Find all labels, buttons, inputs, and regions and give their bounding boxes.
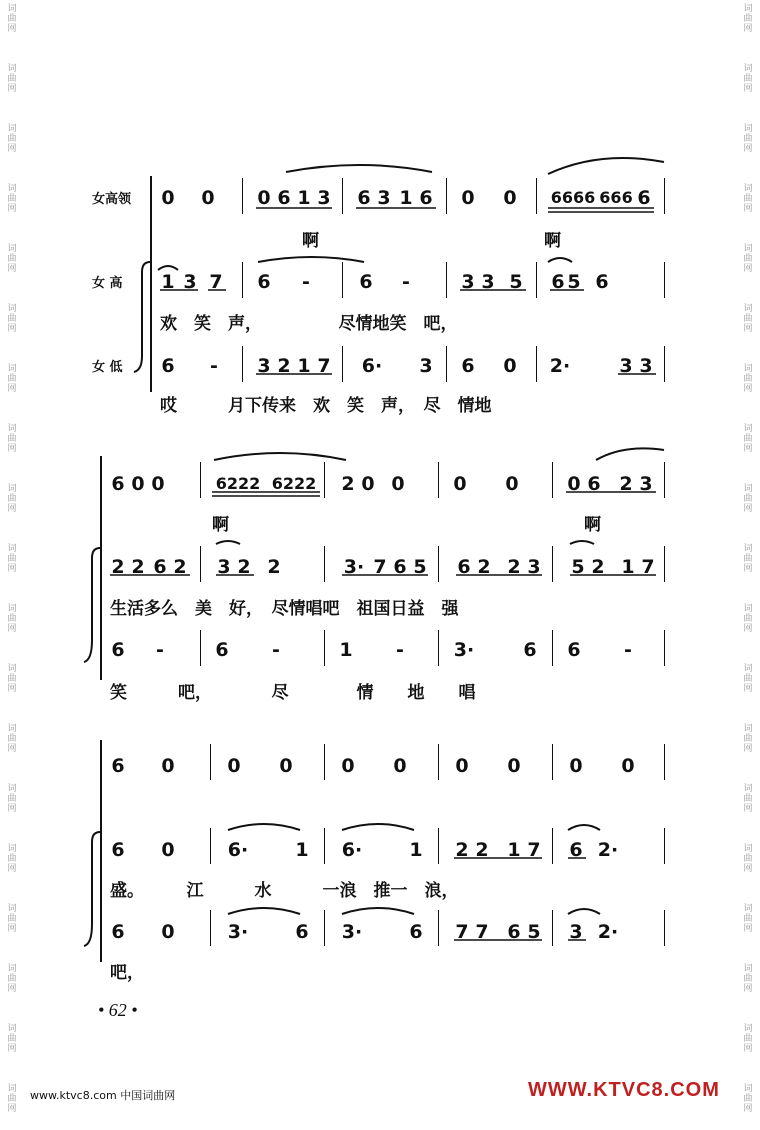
note: 2: [341, 473, 355, 495]
watermark-text: 词 曲 网: [7, 604, 17, 634]
note: 6: [277, 187, 291, 209]
note: 6: [295, 921, 309, 943]
footer-site-logo[interactable]: WWW.KTVC8.COM: [528, 1079, 720, 1101]
watermark-text: 词 曲 网: [7, 424, 17, 454]
note: 3: [569, 921, 583, 943]
note: 6: [523, 639, 537, 661]
system1-row1: [0, 180, 760, 220]
lyric-line: 生活多么 美 好， 尽情唱吧 祖国日益 强: [110, 599, 459, 619]
note: 0: [503, 355, 517, 377]
bar-line: [200, 546, 201, 582]
note: 3·: [453, 639, 475, 661]
note: 7: [475, 921, 489, 943]
note: 6: [637, 187, 651, 209]
watermark-text: 词 曲 网: [7, 304, 17, 334]
note: 5: [567, 271, 581, 293]
note: 2: [477, 556, 491, 578]
note: 3: [481, 271, 495, 293]
note: 3·: [227, 921, 249, 943]
note: 6: [551, 271, 565, 293]
bar-line: [324, 828, 325, 864]
watermark-text: 词 曲 网: [743, 544, 753, 574]
bar-line: [552, 462, 553, 498]
note: 0: [393, 755, 407, 777]
note: 3: [257, 355, 271, 377]
note: 6: [215, 639, 229, 661]
note: 6·: [227, 839, 249, 861]
note: 5: [509, 271, 523, 293]
note: 6222: [271, 474, 317, 493]
note: 3: [461, 271, 475, 293]
note: 5: [571, 556, 585, 578]
note: 7: [527, 839, 541, 861]
bar-line: [438, 744, 439, 780]
watermark-text: 词 曲 网: [743, 424, 753, 454]
bar-line: [242, 346, 243, 382]
watermark-text: 词 曲 网: [7, 724, 17, 754]
note: 0: [567, 473, 581, 495]
bar-line: [536, 178, 537, 214]
watermark-text: 词 曲 网: [743, 244, 753, 274]
note: 6: [111, 473, 125, 495]
note: 6: [507, 921, 521, 943]
note: 1: [409, 839, 423, 861]
note: 6: [359, 271, 373, 293]
bar-line: [664, 828, 665, 864]
watermark-text: 词 曲 网: [743, 304, 753, 334]
bar-line: [664, 346, 665, 382]
note: 2·: [597, 839, 619, 861]
bar-line: [664, 262, 665, 298]
note: 2: [237, 556, 251, 578]
bar-line: [438, 910, 439, 946]
bar-line: [438, 630, 439, 666]
note: 0: [257, 187, 271, 209]
note: 0: [279, 755, 293, 777]
bar-line: [664, 910, 665, 946]
bar-line: [342, 178, 343, 214]
note: 0: [361, 473, 375, 495]
watermark-text: 词 曲 网: [743, 904, 753, 934]
bar-line: [342, 346, 343, 382]
page-number: • 62 •: [98, 1000, 138, 1020]
watermark-text: 词 曲 网: [743, 1024, 753, 1054]
bar-line: [552, 828, 553, 864]
note: 0: [201, 187, 215, 209]
bar-line: [664, 178, 665, 214]
watermark-text: 词 曲 网: [7, 964, 17, 994]
note: 0: [503, 187, 517, 209]
watermark-text: 词 曲 网: [7, 64, 17, 94]
lyric-ah-2: 啊: [544, 231, 561, 251]
lyric-ah-1: 啊: [212, 515, 229, 535]
part-label-soprano: 女 高: [92, 276, 123, 291]
note: 0: [161, 755, 175, 777]
note: 6: [587, 473, 601, 495]
bar-line: [342, 262, 343, 298]
note: -: [396, 639, 404, 661]
part-label-soprano-lead: 女高领: [92, 192, 132, 207]
watermark-text: 词 曲 网: [743, 4, 753, 34]
note: 6: [457, 556, 471, 578]
note: -: [302, 271, 310, 293]
bar-line: [324, 462, 325, 498]
bar-line: [210, 910, 211, 946]
bar-line: [324, 630, 325, 666]
watermark-text: 词 曲 网: [7, 244, 17, 274]
note: 0: [341, 755, 355, 777]
system3-row2: [0, 832, 760, 872]
note: 7: [455, 921, 469, 943]
note: 2: [455, 839, 469, 861]
lyric-line: 笑 吧， 尽 情 地 唱: [110, 683, 476, 703]
note: 2: [619, 473, 633, 495]
lyric-line: 吧，: [110, 963, 144, 983]
bar-line: [664, 546, 665, 582]
system-line: [100, 740, 102, 962]
lyric-line: 欢 笑 声， 尽情地笑 吧，: [160, 314, 458, 334]
note: 3: [639, 473, 653, 495]
bar-line: [552, 546, 553, 582]
watermark-text: 词 曲 网: [743, 184, 753, 214]
bar-line: [552, 744, 553, 780]
note: -: [624, 639, 632, 661]
note: 7: [641, 556, 655, 578]
note: 3: [377, 187, 391, 209]
note: 6: [393, 556, 407, 578]
watermark-text: 词 曲 网: [743, 604, 753, 634]
note: 3·: [341, 921, 363, 943]
bar-line: [438, 546, 439, 582]
bar-line: [210, 828, 211, 864]
note: 1: [297, 355, 311, 377]
watermark-text: 词 曲 网: [743, 364, 753, 394]
bar-line: [210, 744, 211, 780]
note: 6: [569, 839, 583, 861]
system-line: [100, 456, 102, 680]
watermark-text: 词 曲 网: [7, 364, 17, 394]
note: 1: [161, 271, 175, 293]
note: 2: [277, 355, 291, 377]
note: 6: [567, 639, 581, 661]
watermark-text: 词 曲 网: [7, 904, 17, 934]
watermark-text: 词 曲 网: [7, 1084, 17, 1114]
note: 0: [161, 187, 175, 209]
note: 6: [357, 187, 371, 209]
bar-line: [446, 178, 447, 214]
bar-line: [324, 744, 325, 780]
note: 0: [161, 839, 175, 861]
note: 6666: [550, 188, 596, 207]
system2-row3: [0, 632, 760, 672]
watermark-text: 词 曲 网: [743, 484, 753, 514]
note: 6·: [361, 355, 383, 377]
bar-line: [324, 546, 325, 582]
note: 7: [209, 271, 223, 293]
note: -: [156, 639, 164, 661]
watermark-text: 词 曲 网: [7, 1024, 17, 1054]
system2-row1: [0, 466, 760, 506]
system3-row3: [0, 914, 760, 954]
system3-row1: [0, 748, 760, 788]
bar-line: [446, 346, 447, 382]
note: 2·: [549, 355, 571, 377]
note: 666: [599, 188, 633, 207]
bar-line: [536, 346, 537, 382]
bar-line: [324, 910, 325, 946]
bar-line: [664, 462, 665, 498]
note: 6: [161, 355, 175, 377]
note: 3: [183, 271, 197, 293]
bar-line: [200, 462, 201, 498]
note: 0: [131, 473, 145, 495]
system1-row2: [0, 264, 760, 304]
bar-line: [664, 744, 665, 780]
note: 3: [317, 187, 331, 209]
note: 2: [591, 556, 605, 578]
watermark-text: 词 曲 网: [7, 784, 17, 814]
lyric-line: 哎 月下传来 欢 笑 声， 尽 情地: [160, 396, 492, 416]
note: 2: [475, 839, 489, 861]
note: 0: [227, 755, 241, 777]
note: 6: [111, 639, 125, 661]
note: 6: [461, 355, 475, 377]
bar-line: [664, 630, 665, 666]
note: 0: [161, 921, 175, 943]
note: -: [272, 639, 280, 661]
note: 0: [569, 755, 583, 777]
note: 2: [111, 556, 125, 578]
note: 0: [453, 473, 467, 495]
note: 0: [461, 187, 475, 209]
watermark-text: 词 曲 网: [743, 124, 753, 154]
note: 0: [507, 755, 521, 777]
note: 3·: [343, 556, 365, 578]
watermark-text: 词 曲 网: [743, 1084, 753, 1114]
watermark-text: 词 曲 网: [7, 124, 17, 154]
note: 3: [619, 355, 633, 377]
watermark-text: 词 曲 网: [7, 484, 17, 514]
note: 5: [527, 921, 541, 943]
note: -: [210, 355, 218, 377]
note: 5: [413, 556, 427, 578]
note: 6: [111, 755, 125, 777]
note: 0: [151, 473, 165, 495]
note: 6: [419, 187, 433, 209]
note: 1: [295, 839, 309, 861]
note: 1: [297, 187, 311, 209]
watermark-text: 词 曲 网: [743, 784, 753, 814]
note: -: [402, 271, 410, 293]
watermark-text: 词 曲 网: [7, 544, 17, 574]
watermark-text: 词 曲 网: [743, 64, 753, 94]
system-line: [150, 176, 152, 392]
note: 0: [455, 755, 469, 777]
bar-line: [242, 262, 243, 298]
note: 2: [267, 556, 281, 578]
watermark-text: 词 曲 网: [7, 4, 17, 34]
bar-line: [438, 828, 439, 864]
system1-row3: [0, 348, 760, 388]
watermark-text: 词 曲 网: [7, 184, 17, 214]
lyric-ah-2: 啊: [584, 515, 601, 535]
lyric-line: 盛。 江 水 一浪 推一 浪，: [110, 881, 459, 901]
note: 6222: [215, 474, 261, 493]
watermark-text: 词 曲 网: [7, 664, 17, 694]
note: 7: [373, 556, 387, 578]
note: 1: [621, 556, 635, 578]
note: 6·: [341, 839, 363, 861]
watermark-text: 词 曲 网: [743, 664, 753, 694]
note: 6: [595, 271, 609, 293]
note: 3: [639, 355, 653, 377]
note: 0: [391, 473, 405, 495]
note: 0: [621, 755, 635, 777]
watermark-text: 词 曲 网: [7, 844, 17, 874]
watermark-text: 词 曲 网: [743, 964, 753, 994]
note: 6: [111, 921, 125, 943]
note: 6: [153, 556, 167, 578]
part-label-alto: 女 低: [92, 360, 123, 375]
bar-line: [552, 910, 553, 946]
note: 7: [317, 355, 331, 377]
bar-line: [438, 462, 439, 498]
note: 6: [111, 839, 125, 861]
watermark-text: 词 曲 网: [743, 844, 753, 874]
note: 2: [131, 556, 145, 578]
note: 0: [505, 473, 519, 495]
note: 2: [173, 556, 187, 578]
watermark-text: 词 曲 网: [743, 724, 753, 754]
bar-line: [552, 630, 553, 666]
system2-row2: [0, 549, 760, 589]
note: 6: [409, 921, 423, 943]
note: 2: [507, 556, 521, 578]
bar-line: [536, 262, 537, 298]
note: 3: [419, 355, 433, 377]
note: 6: [257, 271, 271, 293]
lyric-ah-1: 啊: [302, 231, 319, 251]
note: 1: [399, 187, 413, 209]
note: 2·: [597, 921, 619, 943]
note: 1: [507, 839, 521, 861]
footer-site-text[interactable]: www.ktvc8.com 中国词曲网: [30, 1089, 176, 1102]
note: 1: [339, 639, 353, 661]
note: 3: [527, 556, 541, 578]
bar-line: [446, 262, 447, 298]
bar-line: [242, 178, 243, 214]
note: 3: [217, 556, 231, 578]
bar-line: [200, 630, 201, 666]
